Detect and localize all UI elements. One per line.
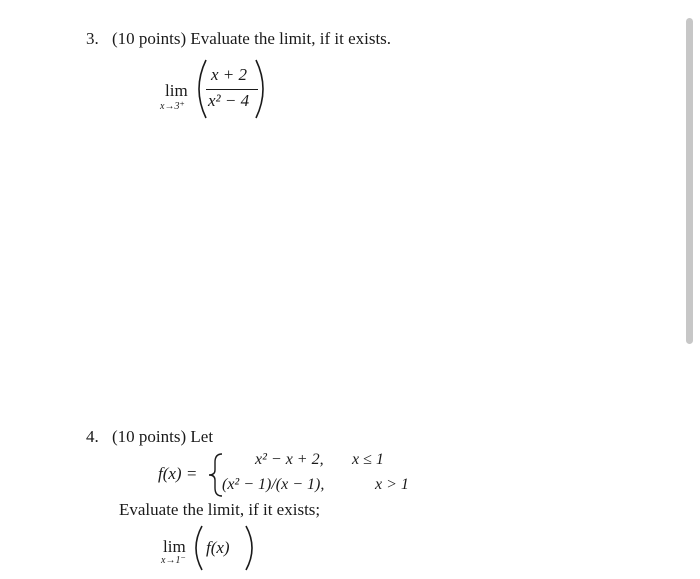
q4-piece1-expression: x² − x + 2, <box>255 451 324 468</box>
question-4-number: 4. <box>86 427 99 446</box>
q4-instruction: Evaluate the limit, if it exists; <box>119 500 321 519</box>
q4-lim-subscript: x→1⁻ <box>161 555 186 566</box>
question-4-prompt: (10 points) Let <box>112 427 214 446</box>
q4-brace-path <box>209 454 222 496</box>
q4-left-paren <box>196 526 202 570</box>
q3-lim-operator: lim <box>165 81 188 100</box>
q3-left-paren <box>199 60 206 118</box>
q3-denominator: x² − 4 <box>208 91 250 110</box>
question-3-number: 3. <box>86 29 99 48</box>
q4-piece1-condition: x ≤ 1 <box>352 451 384 468</box>
q3-numerator: x + 2 <box>211 65 248 84</box>
q4-right-paren <box>246 526 252 570</box>
q3-lim-subscript: x→3⁺ <box>160 101 185 112</box>
q4-piece2-condition: x > 1 <box>375 476 409 493</box>
q4-piece2-expression: (x² − 1)/(x − 1), <box>222 476 325 493</box>
vertical-scrollbar[interactable] <box>686 18 693 344</box>
q4-limit-body: f(x) <box>206 538 230 557</box>
q4-lim-operator: lim <box>163 537 186 556</box>
q4-function-lhs: f(x) = <box>158 464 198 483</box>
q3-fraction-bar <box>206 89 258 90</box>
question-3-prompt: (10 points) Evaluate the limit, if it exists. <box>112 29 392 48</box>
